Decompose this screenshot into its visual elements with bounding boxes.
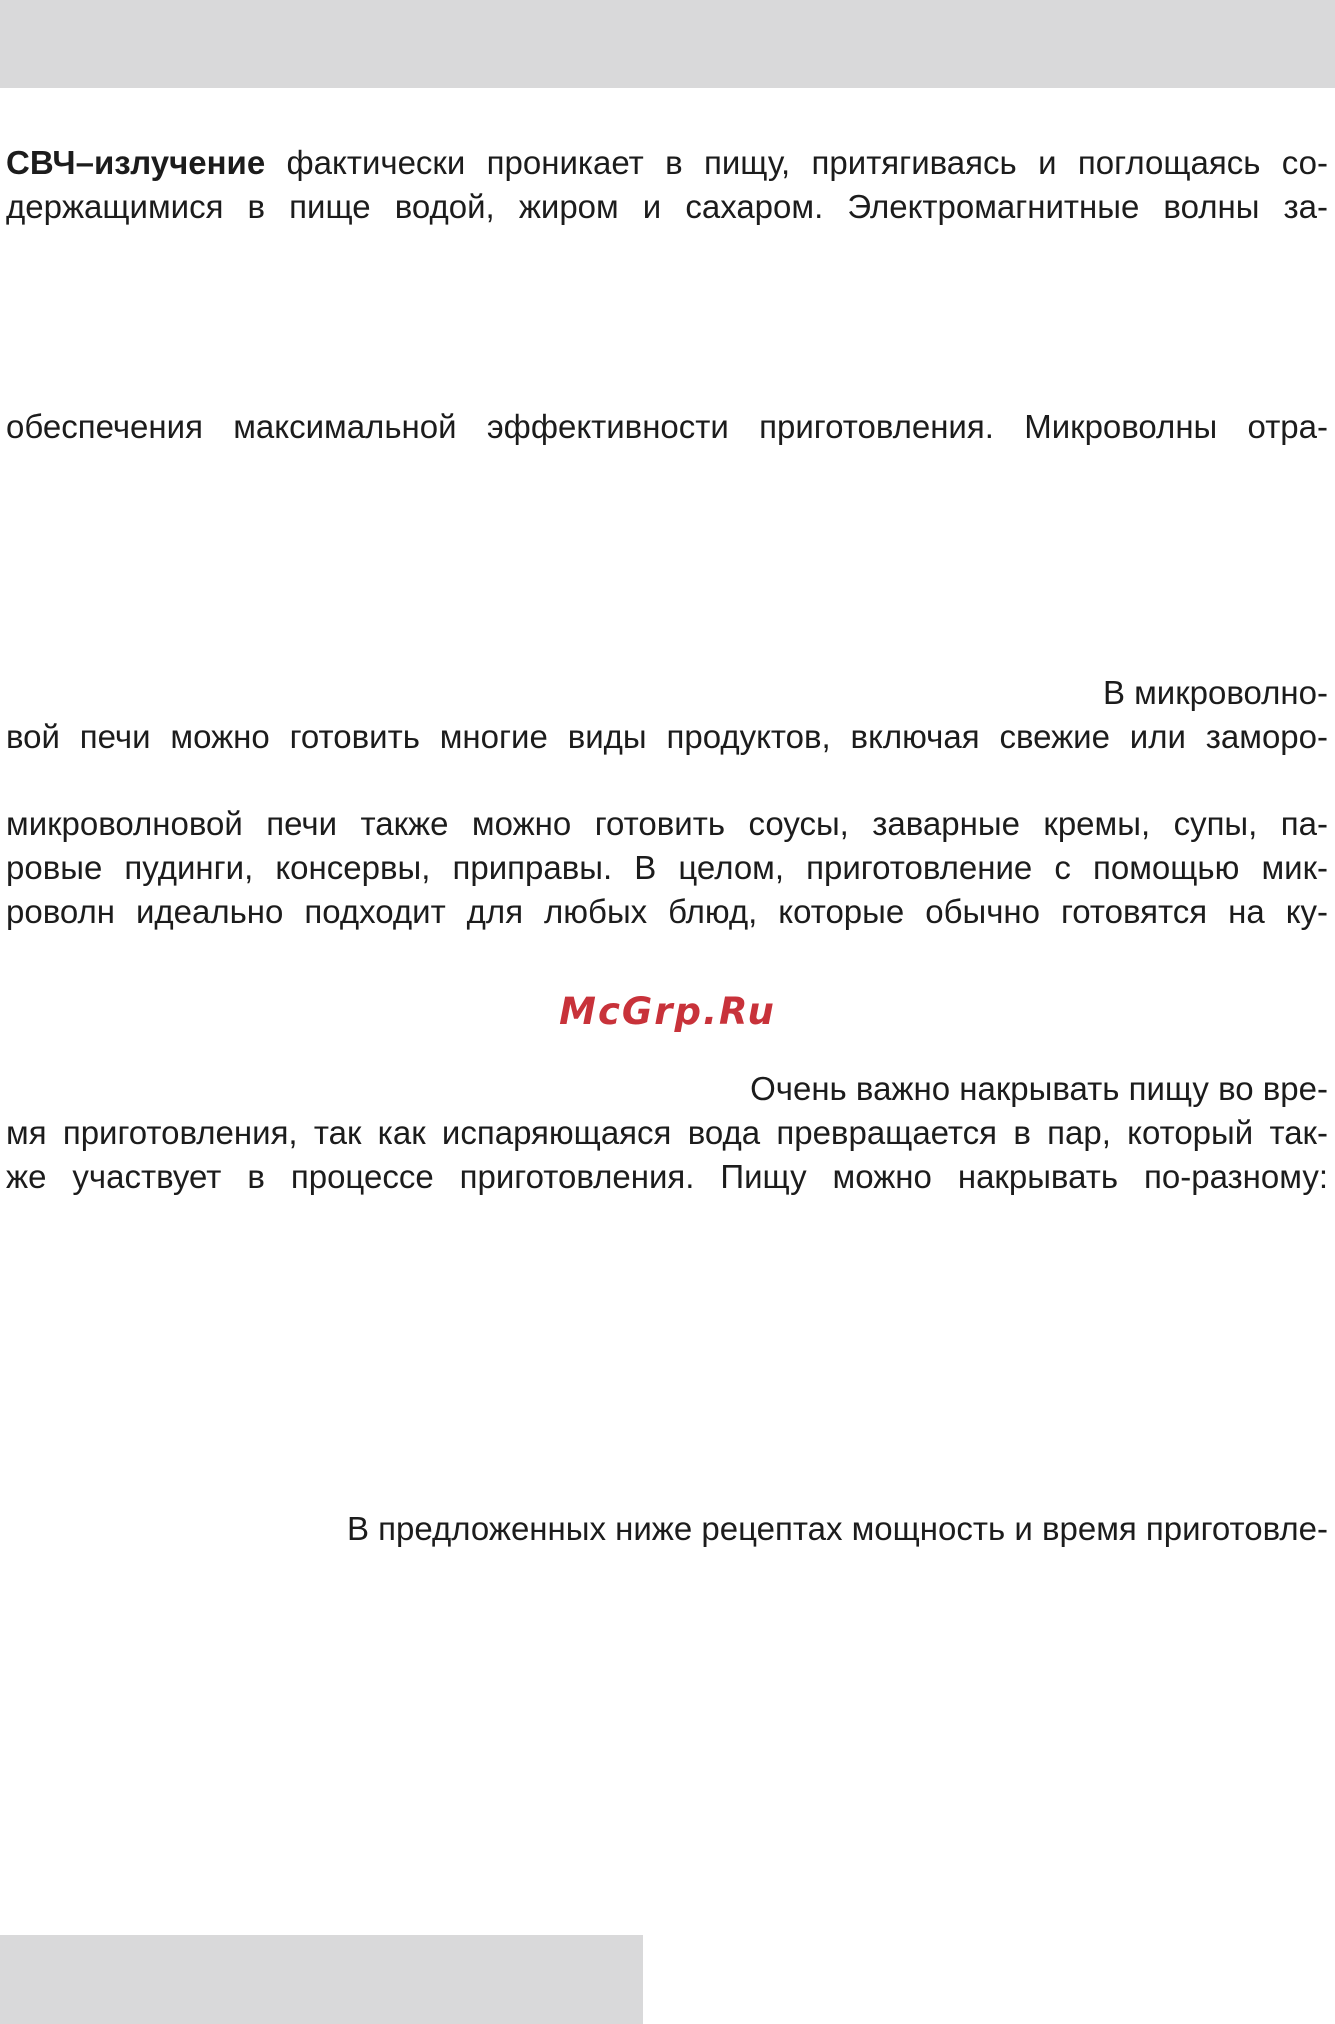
footer-band [0, 1935, 643, 2024]
text-line-1-rest: фактически проникает в пищу, притягиваясь и поглощаясь со- [265, 144, 1328, 181]
text-line-10: мя приготовления, так как испаряющаяся вода превращается в пар, который так- [6, 1114, 1328, 1151]
text-line-4: В микроволно- [1102, 674, 1328, 711]
text-line-3: обеспечения максимальной эффективности приготовления. Микроволны отра- [6, 408, 1328, 445]
watermark-text: McGrp.Ru [559, 990, 776, 1033]
text-line-7: ровые пудинги, консервы, приправы. В целом, приготовление с помощью мик- [6, 849, 1328, 886]
header-band [0, 0, 1335, 88]
text-line-1 [6, 141, 1328, 185]
text-line-2: держащимися в пище водой, жиром и сахаром. Электромагнитные волны за- [6, 188, 1328, 225]
text-line-11: же участвует в процессе приготовления. Пищу можно накрывать по-разному: [6, 1158, 1328, 1195]
text-line-6: микроволновой печи также можно готовить соусы, заварные кремы, супы, па- [6, 805, 1328, 842]
term-microwave-radiation: СВЧ–излучение [6, 144, 266, 181]
text-line-8: роволн идеально подходит для любых блюд, которые обычно готовятся на ку- [6, 893, 1328, 930]
text-line-12: В предложенных ниже рецептах мощность и время приготовле- [346, 1510, 1328, 1547]
text-line-5: вой печи можно готовить многие виды продуктов, включая свежие или заморо- [6, 718, 1328, 755]
text-line-9: Очень важно накрывать пищу во вре- [750, 1070, 1328, 1107]
